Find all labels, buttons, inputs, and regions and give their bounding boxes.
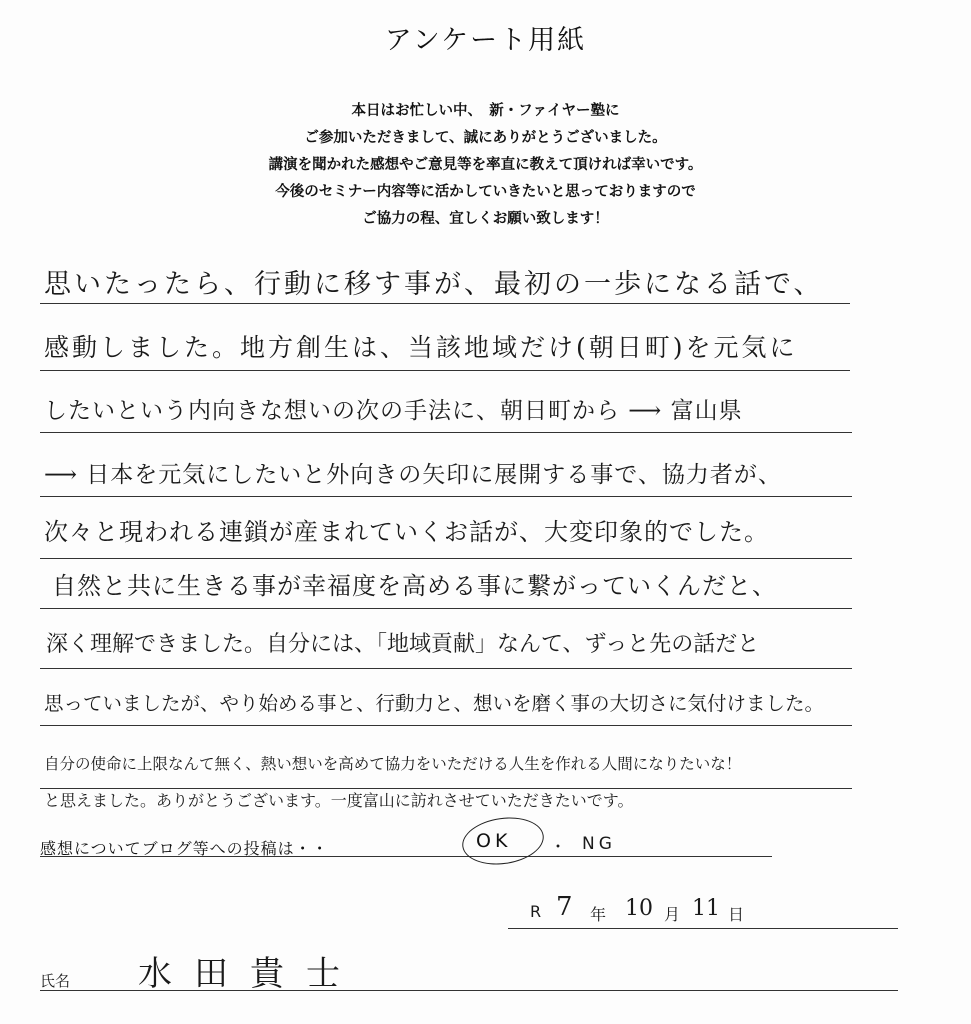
date-year-value: 7	[556, 892, 573, 922]
name-value: 水田貴士	[138, 954, 362, 994]
answer-rule	[40, 496, 852, 497]
answer-line: ⟶ 日本を元気にしたいと外向きの矢印に展開する事で、協力者が、	[44, 462, 782, 488]
intro-line: ご参加いただきまして、誠にありがとうございました。	[304, 130, 667, 146]
answer-rule	[40, 608, 852, 609]
intro-line: ご協力の程、宜しくお願い致します！	[362, 211, 609, 227]
answer-line: 深く理解できました。自分には、「地域貢献」なんて、ずっと先の話だと	[46, 632, 760, 657]
date-year-label: 年	[590, 905, 607, 924]
intro-text	[0, 98, 971, 233]
answer-rule	[40, 303, 850, 304]
intro-line: 講演を聞かれた感想やご意見等を率直に教えて頂ければ幸いです。	[268, 157, 703, 173]
answer-line-small: と思えました。ありがとうございます。一度富山に訪れさせていただきたいです。	[44, 791, 634, 810]
answer-rule	[40, 725, 852, 726]
answer-line: したいという内向きな想いの次の手法に、朝日町から ⟶ 富山県	[44, 398, 743, 424]
answer-line: 感動しました。地方創生は、当該地域だけ(朝日町)を元気に	[44, 333, 798, 362]
intro-line: 今後のセミナー内容等に活かしていきたいと思っておりますので	[275, 184, 696, 200]
answer-line: 思いたったら、行動に移す事が、最初の一歩になる話で、	[44, 269, 824, 300]
consent-ng-option[interactable]: NG	[582, 834, 616, 854]
consent-separator: ・	[550, 837, 567, 856]
form-title: アンケート用紙	[384, 25, 587, 56]
date-rule	[508, 928, 898, 929]
answer-rule	[40, 668, 852, 669]
answer-line: 思っていましたが、やり始める事と、行動力と、想いを磨く事の大切さに気付けました。	[44, 692, 825, 715]
date-month-label: 月	[664, 905, 681, 924]
answer-rule	[40, 558, 852, 559]
date-month-value: 10	[625, 896, 653, 921]
name-label: 氏名	[40, 972, 71, 990]
answer-rule	[40, 432, 852, 433]
intro-line: 本日はお忙しい中、 新・ファイヤー塾に	[351, 103, 620, 119]
consent-ok-option[interactable]: OK	[476, 830, 512, 852]
consent-label: 感想についてブログ等への投稿は・・	[40, 839, 329, 858]
date-era: R	[530, 902, 542, 921]
answer-rule	[40, 370, 850, 371]
date-day-value: 11	[692, 896, 720, 921]
answer-line: 自然と共に生きる事が幸福度を高める事に繋がっていくんだと、	[52, 572, 777, 600]
date-day-label: 日	[728, 905, 745, 924]
answer-line: 次々と現われる連鎖が産まれていくお話が、大変印象的でした。	[44, 518, 769, 546]
answer-line-small: 自分の使命に上限なんて無く、熱い想いを高めて協力をいただける人生を作れる人間になりたいな！	[44, 755, 742, 773]
